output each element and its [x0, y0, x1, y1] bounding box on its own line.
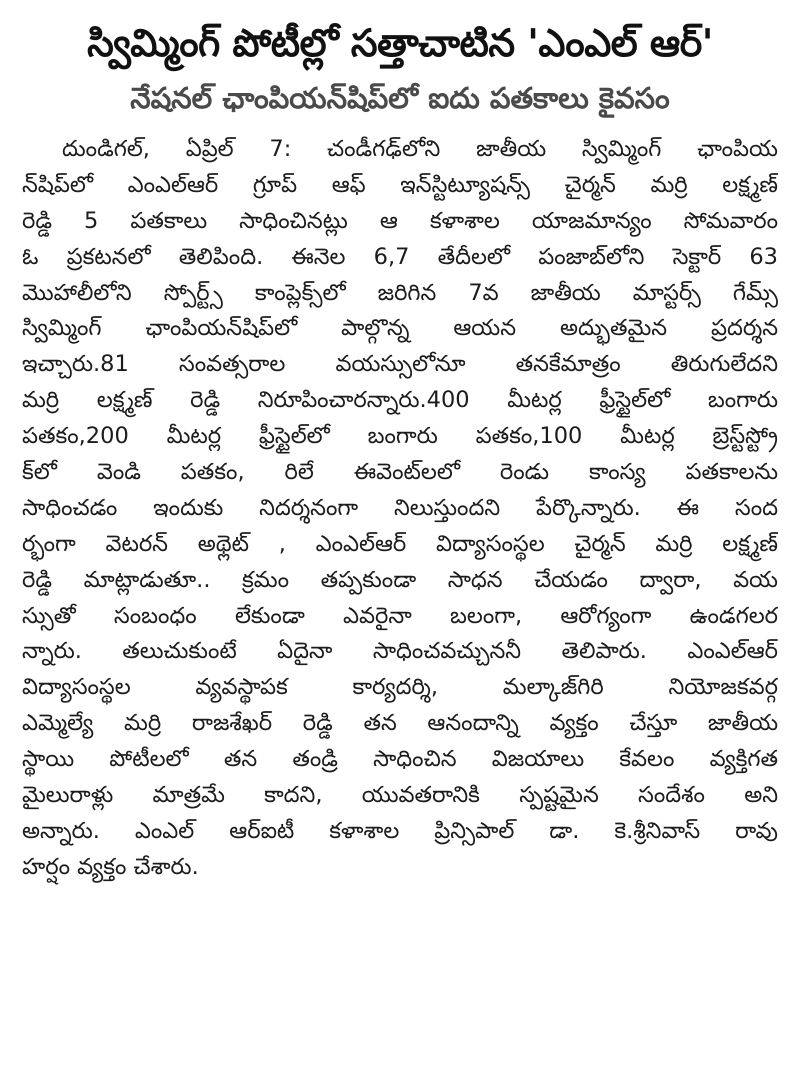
body-line: పతకం,200 మీటర్ల ఫ్రీస్టైల్‌లో బంగారు పతకం,100 మీటర్ల బ్రెస్ట్‌స్ట్రో [22, 423, 778, 450]
body-line: విద్యాసంస్థల వ్యవస్థాపక కార్యదర్శి, మల్కాజ్‌గిరి నియోజకవర్గ [22, 674, 778, 701]
body-line: న్‌షిప్‌లో ఎంఎల్ఆర్ గ్రూప్ ఆఫ్ ఇన్‌స్టిట్యూషన్స్ చైర్మన్ మర్రి లక్ష్మణ్ [22, 171, 778, 198]
body-line: రెడ్డి 5 పతకాలు సాధించినట్లు ఆ కళాశాల యాజమాన్యం సోమవారం [22, 207, 778, 234]
article-body [22, 132, 778, 886]
subheadline: నేషనల్ ఛాంపియన్‌షిప్‌లో ఐదు పతకాలు కైవసం [130, 81, 670, 115]
body-line: దుండిగల్, ఏప్రిల్ 7: చండీగఢ్‌లోని జాతీయ స్విమ్మింగ్ ఛాంపియ [62, 136, 778, 162]
body-line: స్విమ్మింగ్ ఛాంపియన్‌షిప్‌లో పాల్గొన్న ఆయన అద్భుతమైన ప్రదర్శన [22, 315, 778, 342]
body-line: రెడ్డి మాట్లాడుతూ.. క్రమం తప్పకుండా సాధన చేయడం ద్వారా, వయ [22, 566, 778, 593]
body-line: స్సుతో సంబంధం లేకుండా ఎవరైనా బలంగా, ఆరోగ్యంగా ఉండగలర [22, 602, 778, 629]
body-line: స్థాయి పోటీలలో తన తండ్రి సాధించిన విజయాలు కేవలం వ్యక్తిగత [22, 746, 778, 773]
body-line: ఎమ్మెల్యే మర్రి రాజశేఖర్ రెడ్డి తన ఆనందాన్ని వ్యక్తం చేస్తూ జాతీయ [22, 710, 778, 737]
body-line: మొహాలీలోని స్పోర్ట్స్ కాంప్లెక్స్‌లో జరిగిన 7వ జాతీయ మాస్టర్స్ గేమ్స్ [22, 279, 778, 306]
body-line: మర్రి లక్ష్మణ్ రెడ్డి నిరూపించారన్నారు.400 మీటర్ల ఫ్రీస్టైల్‌లో బంగారు [22, 387, 778, 414]
body-line: మైలురాళ్లు మాత్రమే కాదని, యువతరానికి స్పష్టమైన సందేశం అని [22, 782, 778, 809]
body-line: న్నారు. తలుచుకుంటే ఏదైనా సాధించవచ్చుననీ తెలిపారు. ఎంఎల్ఆర్ [22, 638, 778, 665]
body-line: సాధించడం ఇందుకు నిదర్శనంగా నిలుస్తుందని పేర్కొన్నారు. ఈ సంద [22, 494, 778, 521]
headline: స్విమ్మింగ్ పోటీల్లో సత్తాచాటిన 'ఎంఎల్ ఆర్' [87, 21, 713, 65]
body-line: హర్షం వ్యక్తం చేశారు. [22, 853, 199, 880]
body-line: అన్నారు. ఎంఎల్ ఆర్ఐటీ కళాశాల ప్రిన్సిపాల్ డా. కె.శ్రీనివాస్ రావు [22, 817, 778, 844]
body-line: ఇచ్చారు.81 సంవత్సరాల వయస్సులోనూ తనకేమాత్రం తిరుగులేదని [22, 351, 778, 378]
body-line: క్‌లో వెండి పతకం, రిలే ఈవెంట్‌లలో రెండు కాంస్య పతకాలను [22, 459, 778, 486]
body-line: ఓ ప్రకటనలో తెలిపింది. ఈనెల 6,7 తేదీలలో పంజాబ్‌లోని సెక్టార్ 63 [22, 243, 778, 270]
body-line: ర్భంగా వెటరన్ అథ్లెట్ , ఎంఎల్ఆర్ విద్యాసంస్థల చైర్మన్ మర్రి లక్ష్మణ్ [22, 530, 778, 557]
